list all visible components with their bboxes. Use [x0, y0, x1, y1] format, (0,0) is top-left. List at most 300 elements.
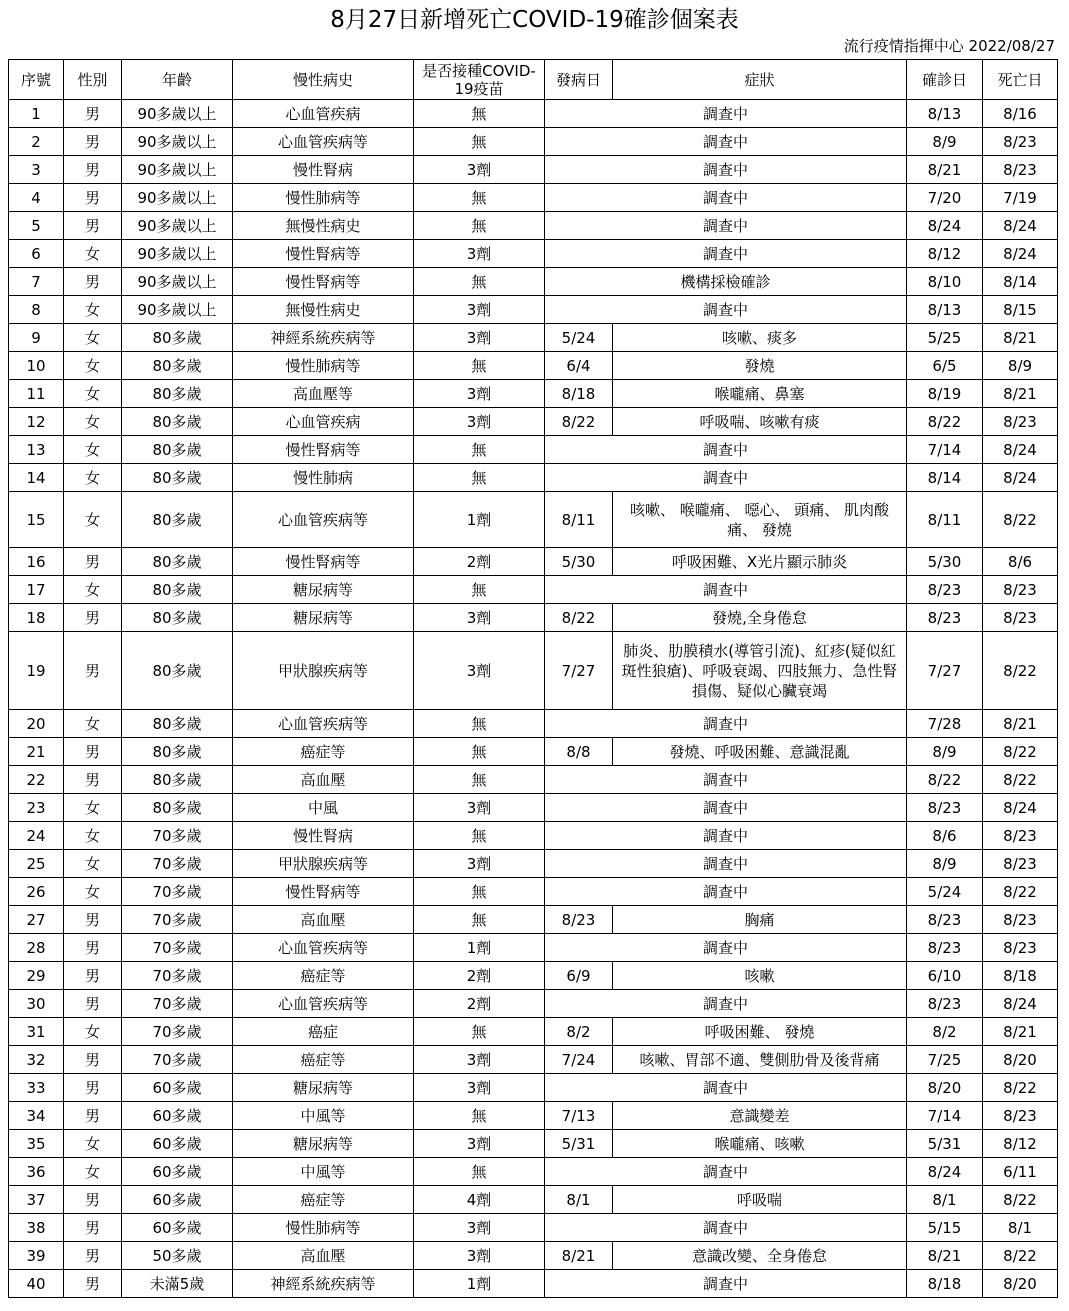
cell-no: 24: [9, 822, 64, 850]
cell-no: 29: [9, 962, 64, 990]
cell-death: 8/1: [983, 1214, 1058, 1242]
table-row: [9, 436, 1058, 464]
cell-vaccine: 2劑: [414, 548, 545, 576]
cell-symptom: 呼吸喘: [613, 1186, 907, 1214]
cell-history: 癌症等: [233, 1046, 414, 1074]
cell-death: 8/21: [983, 1018, 1058, 1046]
table-row: [9, 1046, 1058, 1074]
cell-history: 神經系統疾病等: [233, 324, 414, 352]
cell-symptom: 喉嚨痛、鼻塞: [613, 380, 907, 408]
cell-vaccine: 3劑: [414, 296, 545, 324]
col-header-history: 慢性病史: [233, 60, 414, 100]
table-row: [9, 184, 1058, 212]
table-row: [9, 492, 1058, 548]
cell-age: 90多歲以上: [122, 156, 233, 184]
cell-age: 90多歲以上: [122, 184, 233, 212]
cell-history: 糖尿病等: [233, 576, 414, 604]
cell-vaccine: 3劑: [414, 1214, 545, 1242]
cell-onset: 5/30: [545, 548, 613, 576]
cell-onset: 7/27: [545, 632, 613, 710]
cell-symptom: 調查中: [545, 100, 907, 128]
cell-death: 8/24: [983, 240, 1058, 268]
table-row: [9, 212, 1058, 240]
header-row: [9, 60, 1058, 100]
cell-sex: 女: [64, 492, 122, 548]
cell-confirm: 7/14: [907, 1102, 983, 1130]
cell-no: 10: [9, 352, 64, 380]
cell-confirm: 5/30: [907, 548, 983, 576]
cell-history: 癌症等: [233, 962, 414, 990]
cell-vaccine: 無: [414, 738, 545, 766]
cell-no: 11: [9, 380, 64, 408]
cell-confirm: 8/13: [907, 100, 983, 128]
cell-symptom: 意識改變、全身倦怠: [613, 1242, 907, 1270]
cell-age: 70多歲: [122, 990, 233, 1018]
table-row: [9, 906, 1058, 934]
cell-symptom: 咳嗽、痰多: [613, 324, 907, 352]
cell-age: 50多歲: [122, 1242, 233, 1270]
cell-vaccine: 1劑: [414, 1270, 545, 1298]
cell-no: 16: [9, 548, 64, 576]
cell-death: 8/18: [983, 962, 1058, 990]
table-row: [9, 850, 1058, 878]
table-row: [9, 1270, 1058, 1298]
cell-history: 糖尿病等: [233, 1074, 414, 1102]
cell-sex: 男: [64, 100, 122, 128]
cell-history: 慢性肺病等: [233, 352, 414, 380]
cell-confirm: 5/25: [907, 324, 983, 352]
cell-symptom: 調查中: [545, 1158, 907, 1186]
cell-age: 80多歲: [122, 408, 233, 436]
cell-sex: 男: [64, 604, 122, 632]
cell-death: 8/24: [983, 436, 1058, 464]
cell-vaccine: 3劑: [414, 324, 545, 352]
cell-vaccine: 無: [414, 1158, 545, 1186]
table-row: [9, 156, 1058, 184]
cell-sex: 男: [64, 184, 122, 212]
cell-sex: 女: [64, 436, 122, 464]
col-header-onset: 發病日: [545, 60, 613, 100]
table-row: [9, 324, 1058, 352]
cell-history: 慢性肺病等: [233, 1214, 414, 1242]
cell-confirm: 8/9: [907, 128, 983, 156]
col-header-vaccine: 是否接種COVID-19疫苗: [414, 60, 545, 100]
cell-vaccine: 1劑: [414, 934, 545, 962]
cell-age: 60多歲: [122, 1102, 233, 1130]
cell-confirm: 8/14: [907, 464, 983, 492]
cell-symptom: 呼吸困難、 發燒: [613, 1018, 907, 1046]
cell-vaccine: 無: [414, 710, 545, 738]
cell-history: 慢性腎病等: [233, 240, 414, 268]
cell-sex: 男: [64, 212, 122, 240]
cell-history: 慢性腎病: [233, 156, 414, 184]
cell-death: 8/24: [983, 212, 1058, 240]
table-row: [9, 380, 1058, 408]
col-header-symptom: 症狀: [613, 60, 907, 100]
cell-no: 25: [9, 850, 64, 878]
cell-confirm: 7/14: [907, 436, 983, 464]
cell-symptom: 調查中: [545, 576, 907, 604]
cell-age: 90多歲以上: [122, 128, 233, 156]
cell-onset: 5/24: [545, 324, 613, 352]
cell-history: 中風: [233, 794, 414, 822]
cell-confirm: 6/10: [907, 962, 983, 990]
cell-symptom: 意識變差: [613, 1102, 907, 1130]
cell-vaccine: 3劑: [414, 380, 545, 408]
cell-vaccine: 3劑: [414, 1074, 545, 1102]
cell-death: 8/14: [983, 268, 1058, 296]
cell-no: 36: [9, 1158, 64, 1186]
cell-age: 60多歲: [122, 1186, 233, 1214]
cell-symptom: 呼吸困難、X光片顯示肺炎: [613, 548, 907, 576]
table-row: [9, 990, 1058, 1018]
cell-no: 19: [9, 632, 64, 710]
cell-death: 8/23: [983, 822, 1058, 850]
cell-no: 26: [9, 878, 64, 906]
cell-sex: 男: [64, 268, 122, 296]
cell-death: 8/22: [983, 1242, 1058, 1270]
cell-no: 32: [9, 1046, 64, 1074]
cell-confirm: 8/23: [907, 990, 983, 1018]
cell-sex: 女: [64, 464, 122, 492]
cell-vaccine: 3劑: [414, 604, 545, 632]
cell-history: 癌症等: [233, 738, 414, 766]
cell-history: 高血壓: [233, 766, 414, 794]
cell-no: 3: [9, 156, 64, 184]
cell-vaccine: 3劑: [414, 1046, 545, 1074]
cell-sex: 女: [64, 822, 122, 850]
cell-death: 8/23: [983, 906, 1058, 934]
cell-sex: 女: [64, 850, 122, 878]
cell-confirm: 8/23: [907, 934, 983, 962]
cell-sex: 女: [64, 878, 122, 906]
cell-sex: 男: [64, 738, 122, 766]
cell-age: 80多歲: [122, 738, 233, 766]
cell-sex: 女: [64, 1158, 122, 1186]
cell-death: 8/21: [983, 324, 1058, 352]
cell-no: 33: [9, 1074, 64, 1102]
page-title: 8月27日新增死亡COVID-19確診個案表: [330, 7, 739, 33]
table-row: [9, 548, 1058, 576]
cell-symptom: 咳嗽、胃部不適、雙側肋骨及後背痛: [613, 1046, 907, 1074]
cell-vaccine: 3劑: [414, 156, 545, 184]
cell-history: 慢性腎病: [233, 822, 414, 850]
cell-age: 80多歲: [122, 766, 233, 794]
cell-age: 80多歲: [122, 324, 233, 352]
cell-death: 8/16: [983, 100, 1058, 128]
table-row: [9, 1158, 1058, 1186]
cell-age: 未滿5歲: [122, 1270, 233, 1298]
cell-no: 23: [9, 794, 64, 822]
cell-age: 80多歲: [122, 352, 233, 380]
cell-history: 心血管疾病: [233, 408, 414, 436]
cell-symptom: 調查中: [545, 1214, 907, 1242]
table-row: [9, 738, 1058, 766]
cell-vaccine: 無: [414, 1018, 545, 1046]
cell-symptom: 調查中: [545, 156, 907, 184]
table-row: [9, 1074, 1058, 1102]
table-row: [9, 1214, 1058, 1242]
cell-history: 慢性腎病等: [233, 878, 414, 906]
cell-age: 80多歲: [122, 632, 233, 710]
cell-vaccine: 3劑: [414, 632, 545, 710]
cell-symptom: 呼吸喘、咳嗽有痰: [613, 408, 907, 436]
cell-death: 8/22: [983, 766, 1058, 794]
cell-confirm: 8/11: [907, 492, 983, 548]
cell-history: 心血管疾病: [233, 100, 414, 128]
cell-sex: 男: [64, 632, 122, 710]
cell-no: 18: [9, 604, 64, 632]
cell-onset: 8/22: [545, 408, 613, 436]
cell-symptom: 調查中: [545, 822, 907, 850]
cell-sex: 男: [64, 1214, 122, 1242]
cell-no: 34: [9, 1102, 64, 1130]
cell-history: 心血管疾病等: [233, 990, 414, 1018]
cell-death: 8/24: [983, 794, 1058, 822]
cell-symptom: 調查中: [545, 1074, 907, 1102]
cell-sex: 男: [64, 1102, 122, 1130]
cell-no: 5: [9, 212, 64, 240]
cell-symptom: 調查中: [545, 184, 907, 212]
cell-history: 糖尿病等: [233, 604, 414, 632]
table-row: [9, 128, 1058, 156]
cell-age: 70多歲: [122, 878, 233, 906]
cell-age: 70多歲: [122, 1018, 233, 1046]
cell-confirm: 8/23: [907, 794, 983, 822]
cell-sex: 男: [64, 766, 122, 794]
cell-confirm: 5/15: [907, 1214, 983, 1242]
cell-sex: 女: [64, 296, 122, 324]
cell-vaccine: 無: [414, 184, 545, 212]
cell-sex: 男: [64, 934, 122, 962]
cell-confirm: 8/21: [907, 156, 983, 184]
cell-symptom: 調查中: [545, 436, 907, 464]
cell-history: 癌症等: [233, 1186, 414, 1214]
cell-symptom: 發燒,全身倦怠: [613, 604, 907, 632]
cell-history: 慢性肺病等: [233, 184, 414, 212]
cell-sex: 男: [64, 906, 122, 934]
cell-age: 80多歲: [122, 464, 233, 492]
table-row: [9, 632, 1058, 710]
cell-history: 高血壓等: [233, 380, 414, 408]
cell-death: 8/24: [983, 464, 1058, 492]
table-row: [9, 766, 1058, 794]
cell-death: 8/20: [983, 1270, 1058, 1298]
col-header-confirm: 確診日: [907, 60, 983, 100]
cell-vaccine: 無: [414, 822, 545, 850]
table-row: [9, 408, 1058, 436]
cell-age: 80多歲: [122, 576, 233, 604]
cell-vaccine: 無: [414, 878, 545, 906]
cell-symptom: 咳嗽: [613, 962, 907, 990]
cell-vaccine: 無: [414, 576, 545, 604]
cell-symptom: 調查中: [545, 464, 907, 492]
cell-onset: 7/24: [545, 1046, 613, 1074]
cell-no: 1: [9, 100, 64, 128]
cell-no: 40: [9, 1270, 64, 1298]
cell-vaccine: 2劑: [414, 962, 545, 990]
cell-vaccine: 無: [414, 352, 545, 380]
cell-no: 6: [9, 240, 64, 268]
cell-death: 8/23: [983, 156, 1058, 184]
cell-confirm: 8/21: [907, 1242, 983, 1270]
cell-vaccine: 1劑: [414, 492, 545, 548]
cell-history: 癌症: [233, 1018, 414, 1046]
cell-symptom: 調查中: [545, 850, 907, 878]
cell-history: 無慢性病史: [233, 296, 414, 324]
cell-onset: 8/21: [545, 1242, 613, 1270]
cell-age: 80多歲: [122, 710, 233, 738]
cell-history: 慢性腎病等: [233, 268, 414, 296]
cell-no: 30: [9, 990, 64, 1018]
cell-age: 70多歲: [122, 962, 233, 990]
table-row: [9, 100, 1058, 128]
cell-sex: 女: [64, 240, 122, 268]
cell-no: 22: [9, 766, 64, 794]
cell-age: 80多歲: [122, 548, 233, 576]
cell-vaccine: 3劑: [414, 1242, 545, 1270]
cell-vaccine: 3劑: [414, 408, 545, 436]
cell-sex: 男: [64, 1242, 122, 1270]
cell-no: 37: [9, 1186, 64, 1214]
cell-symptom: 肺炎、肋膜積水(導管引流)、紅疹(疑似紅斑性狼瘡)、呼吸衰竭、四肢無力、急性腎損傷、疑似心臟衰竭: [613, 632, 907, 710]
col-header-no: 序號: [9, 60, 64, 100]
cell-confirm: 8/1: [907, 1186, 983, 1214]
cell-confirm: 8/20: [907, 1074, 983, 1102]
cell-death: 8/21: [983, 380, 1058, 408]
cell-no: 35: [9, 1130, 64, 1158]
col-header-death: 死亡日: [983, 60, 1058, 100]
cell-age: 60多歲: [122, 1158, 233, 1186]
cell-sex: 女: [64, 794, 122, 822]
table-row: [9, 1186, 1058, 1214]
table-row: [9, 1018, 1058, 1046]
cell-death: 8/22: [983, 492, 1058, 548]
cell-vaccine: 無: [414, 128, 545, 156]
cell-death: 8/23: [983, 604, 1058, 632]
cell-confirm: 8/22: [907, 766, 983, 794]
cell-confirm: 5/31: [907, 1130, 983, 1158]
cell-death: 8/23: [983, 850, 1058, 878]
cell-sex: 男: [64, 990, 122, 1018]
cell-vaccine: 無: [414, 268, 545, 296]
cell-vaccine: 無: [414, 1102, 545, 1130]
cell-confirm: 8/9: [907, 738, 983, 766]
cell-sex: 男: [64, 1046, 122, 1074]
cell-death: 8/23: [983, 408, 1058, 436]
cell-vaccine: 無: [414, 906, 545, 934]
cell-confirm: 8/23: [907, 604, 983, 632]
cell-onset: 7/13: [545, 1102, 613, 1130]
table-row: [9, 1130, 1058, 1158]
cell-confirm: 8/9: [907, 850, 983, 878]
cell-age: 90多歲以上: [122, 296, 233, 324]
cell-history: 心血管疾病等: [233, 492, 414, 548]
cell-symptom: 調查中: [545, 296, 907, 324]
cell-sex: 男: [64, 1270, 122, 1298]
cell-age: 80多歲: [122, 604, 233, 632]
cell-age: 80多歲: [122, 380, 233, 408]
cell-age: 90多歲以上: [122, 100, 233, 128]
cell-death: 8/9: [983, 352, 1058, 380]
cell-history: 無慢性病史: [233, 212, 414, 240]
cell-sex: 男: [64, 1186, 122, 1214]
cell-onset: 8/23: [545, 906, 613, 934]
table-row: [9, 1242, 1058, 1270]
cell-confirm: 8/19: [907, 380, 983, 408]
cell-confirm: 8/2: [907, 1018, 983, 1046]
cell-no: 15: [9, 492, 64, 548]
table-body: [9, 100, 1058, 1298]
cell-vaccine: 3劑: [414, 1130, 545, 1158]
table-row: [9, 1102, 1058, 1130]
cell-symptom: 調查中: [545, 710, 907, 738]
table-row: [9, 794, 1058, 822]
cell-symptom: 調查中: [545, 212, 907, 240]
cell-age: 90多歲以上: [122, 268, 233, 296]
cell-no: 7: [9, 268, 64, 296]
cell-symptom: 調查中: [545, 990, 907, 1018]
cell-history: 中風等: [233, 1102, 414, 1130]
cell-death: 8/24: [983, 990, 1058, 1018]
cell-confirm: 8/13: [907, 296, 983, 324]
cell-vaccine: 無: [414, 100, 545, 128]
cell-onset: 5/31: [545, 1130, 613, 1158]
cell-vaccine: 無: [414, 212, 545, 240]
cell-confirm: 8/6: [907, 822, 983, 850]
cell-confirm: 7/25: [907, 1046, 983, 1074]
cell-history: 慢性肺病: [233, 464, 414, 492]
cell-no: 38: [9, 1214, 64, 1242]
cell-no: 31: [9, 1018, 64, 1046]
cell-confirm: 8/10: [907, 268, 983, 296]
cell-vaccine: 3劑: [414, 240, 545, 268]
cell-death: 8/23: [983, 1102, 1058, 1130]
cell-death: 8/22: [983, 878, 1058, 906]
case-table: [8, 59, 1058, 1298]
cell-age: 70多歲: [122, 850, 233, 878]
cell-age: 90多歲以上: [122, 240, 233, 268]
cell-death: 8/21: [983, 710, 1058, 738]
cell-onset: 8/22: [545, 604, 613, 632]
cell-confirm: 8/23: [907, 906, 983, 934]
cell-history: 甲狀腺疾病等: [233, 632, 414, 710]
cell-age: 60多歲: [122, 1074, 233, 1102]
cell-symptom: 調查中: [545, 794, 907, 822]
cell-onset: 8/18: [545, 380, 613, 408]
cell-vaccine: 4劑: [414, 1186, 545, 1214]
cell-history: 糖尿病等: [233, 1130, 414, 1158]
cell-history: 中風等: [233, 1158, 414, 1186]
cell-onset: 6/4: [545, 352, 613, 380]
cell-confirm: 8/22: [907, 408, 983, 436]
cell-onset: 8/2: [545, 1018, 613, 1046]
cell-age: 70多歲: [122, 1046, 233, 1074]
cell-no: 27: [9, 906, 64, 934]
cell-no: 12: [9, 408, 64, 436]
table-row: [9, 576, 1058, 604]
cell-age: 90多歲以上: [122, 212, 233, 240]
cell-no: 28: [9, 934, 64, 962]
cell-sex: 男: [64, 156, 122, 184]
cell-death: 8/22: [983, 738, 1058, 766]
cell-confirm: 8/18: [907, 1270, 983, 1298]
cell-confirm: 6/5: [907, 352, 983, 380]
cell-no: 21: [9, 738, 64, 766]
col-header-age: 年齡: [122, 60, 233, 100]
cell-age: 60多歲: [122, 1214, 233, 1242]
cell-no: 2: [9, 128, 64, 156]
